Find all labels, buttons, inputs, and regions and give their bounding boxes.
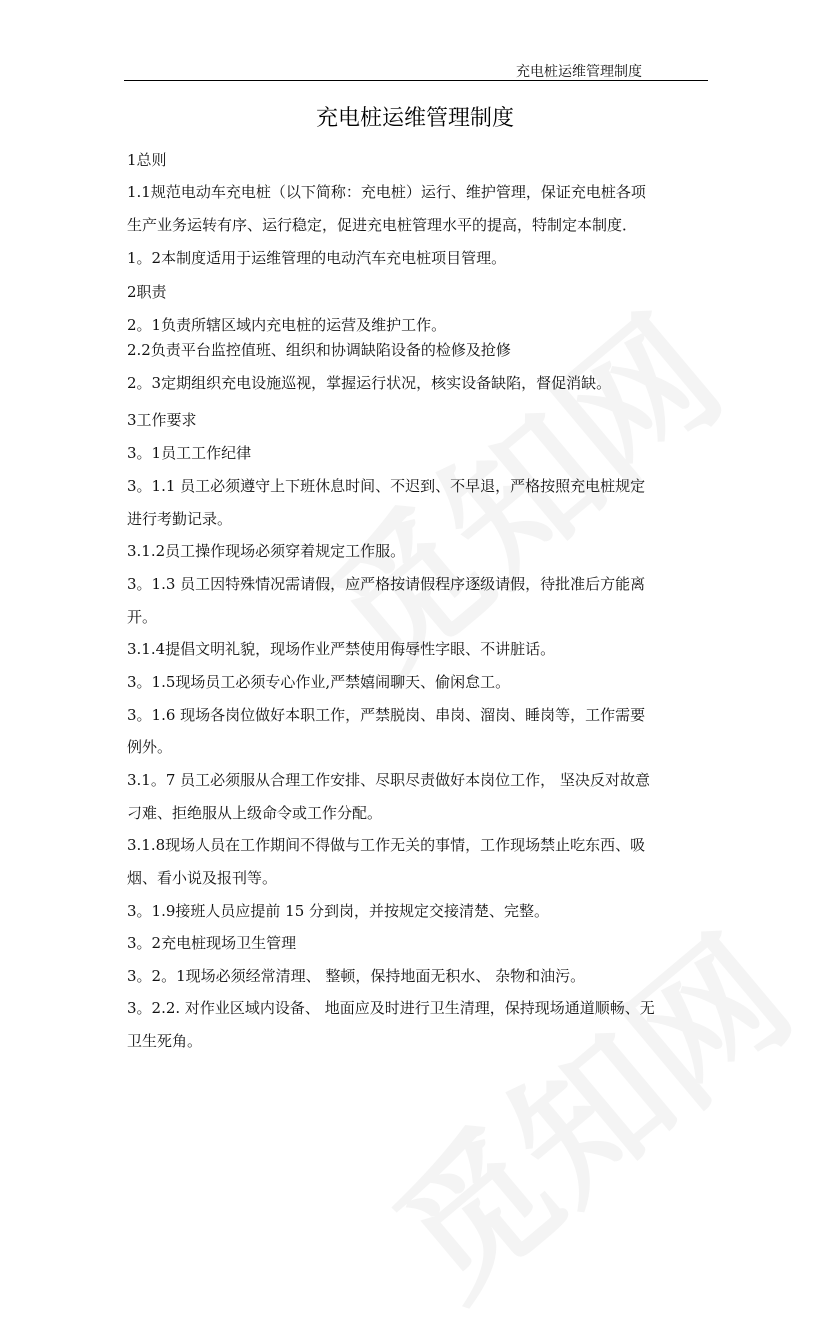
text-line: 2.2负责平台监控值班、组织和协调缺陷设备的检修及抢修 xyxy=(127,341,511,359)
text-line: 3。1.1 员工必须遵守上下班休息时间、不迟到、不早退，严格按照充电桩规定 xyxy=(127,477,646,495)
text-line: 进行考勤记录。 xyxy=(127,510,233,528)
running-header: 充电桩运维管理制度 xyxy=(516,64,642,80)
text-line: 烟、看小说及报刊等。 xyxy=(127,869,278,887)
text-line: 例外。 xyxy=(127,738,173,756)
text-line: 1总则 xyxy=(127,151,167,169)
text-line: 1.1规范电动车充电桩（以下简称：充电桩）运行、维护管理，保证充电桩各项 xyxy=(127,183,646,201)
text-line: 3。1.3 员工因特殊情况需请假，应严格按请假程序逐级请假，待批准后方能离 xyxy=(127,575,646,593)
text-line: 3.1.2员工操作现场必须穿着规定工作服。 xyxy=(127,542,406,560)
text-line: 3。1员工工作纪律 xyxy=(127,444,252,462)
header-rule xyxy=(124,80,708,81)
text-line: 2。1负责所辖区域内充电桩的运营及维护工作。 xyxy=(127,316,447,334)
text-line: 3。1.5现场员工必须专心作业,严禁嬉闹聊天、偷闲怠工。 xyxy=(127,673,511,691)
text-line: 卫生死角。 xyxy=(127,1032,203,1050)
text-line: 3.1.8现场人员在工作期间不得做与工作无关的事情，工作现场禁止吃东西、吸 xyxy=(127,836,646,854)
text-line: 开。 xyxy=(127,608,158,626)
text-line: 3工作要求 xyxy=(127,411,197,429)
document-title: 充电桩运维管理制度 xyxy=(315,106,514,131)
text-line: 3。1.6 现场各岗位做好本职工作，严禁脱岗、串岗、溜岗、睡岗等，工作需要 xyxy=(127,706,646,724)
text-line: 2职责 xyxy=(127,283,167,301)
text-line: 3.1.4提倡文明礼貌，现场作业严禁使用侮辱性字眼、不讲脏话。 xyxy=(127,640,556,658)
text-line: 3。2.2. 对作业区域内设备、 地面应及时进行卫生清理，保持现场通道顺畅、无 xyxy=(127,999,655,1017)
text-line: 1。2本制度适用于运维管理的电动汽车充电桩项目管理。 xyxy=(127,249,507,267)
watermark xyxy=(343,881,827,1335)
text-line: 刁难、拒绝服从上级命令或工作分配。 xyxy=(127,804,383,822)
text-line: 2。3定期组织充电设施巡视，掌握运行状况，核实设备缺陷，督促消缺。 xyxy=(127,374,612,392)
text-line: 3.1。7 员工必须服从合理工作安排、尽职尽责做好本岗位工作， 坚决反对故意 xyxy=(127,771,650,789)
text-line: 3。1.9接班人员应提前 15 分到岗，并按规定交接清楚、完整。 xyxy=(127,902,550,920)
text-line: 3。2。1现场必须经常清理、 整顿，保持地面无积水、 杂物和油污。 xyxy=(127,967,586,985)
text-line: 生产业务运转有序、运行稳定，促进充电桩管理水平的提高，特制定本制度． xyxy=(127,216,638,234)
text-line: 3。2充电桩现场卫生管理 xyxy=(127,934,297,952)
